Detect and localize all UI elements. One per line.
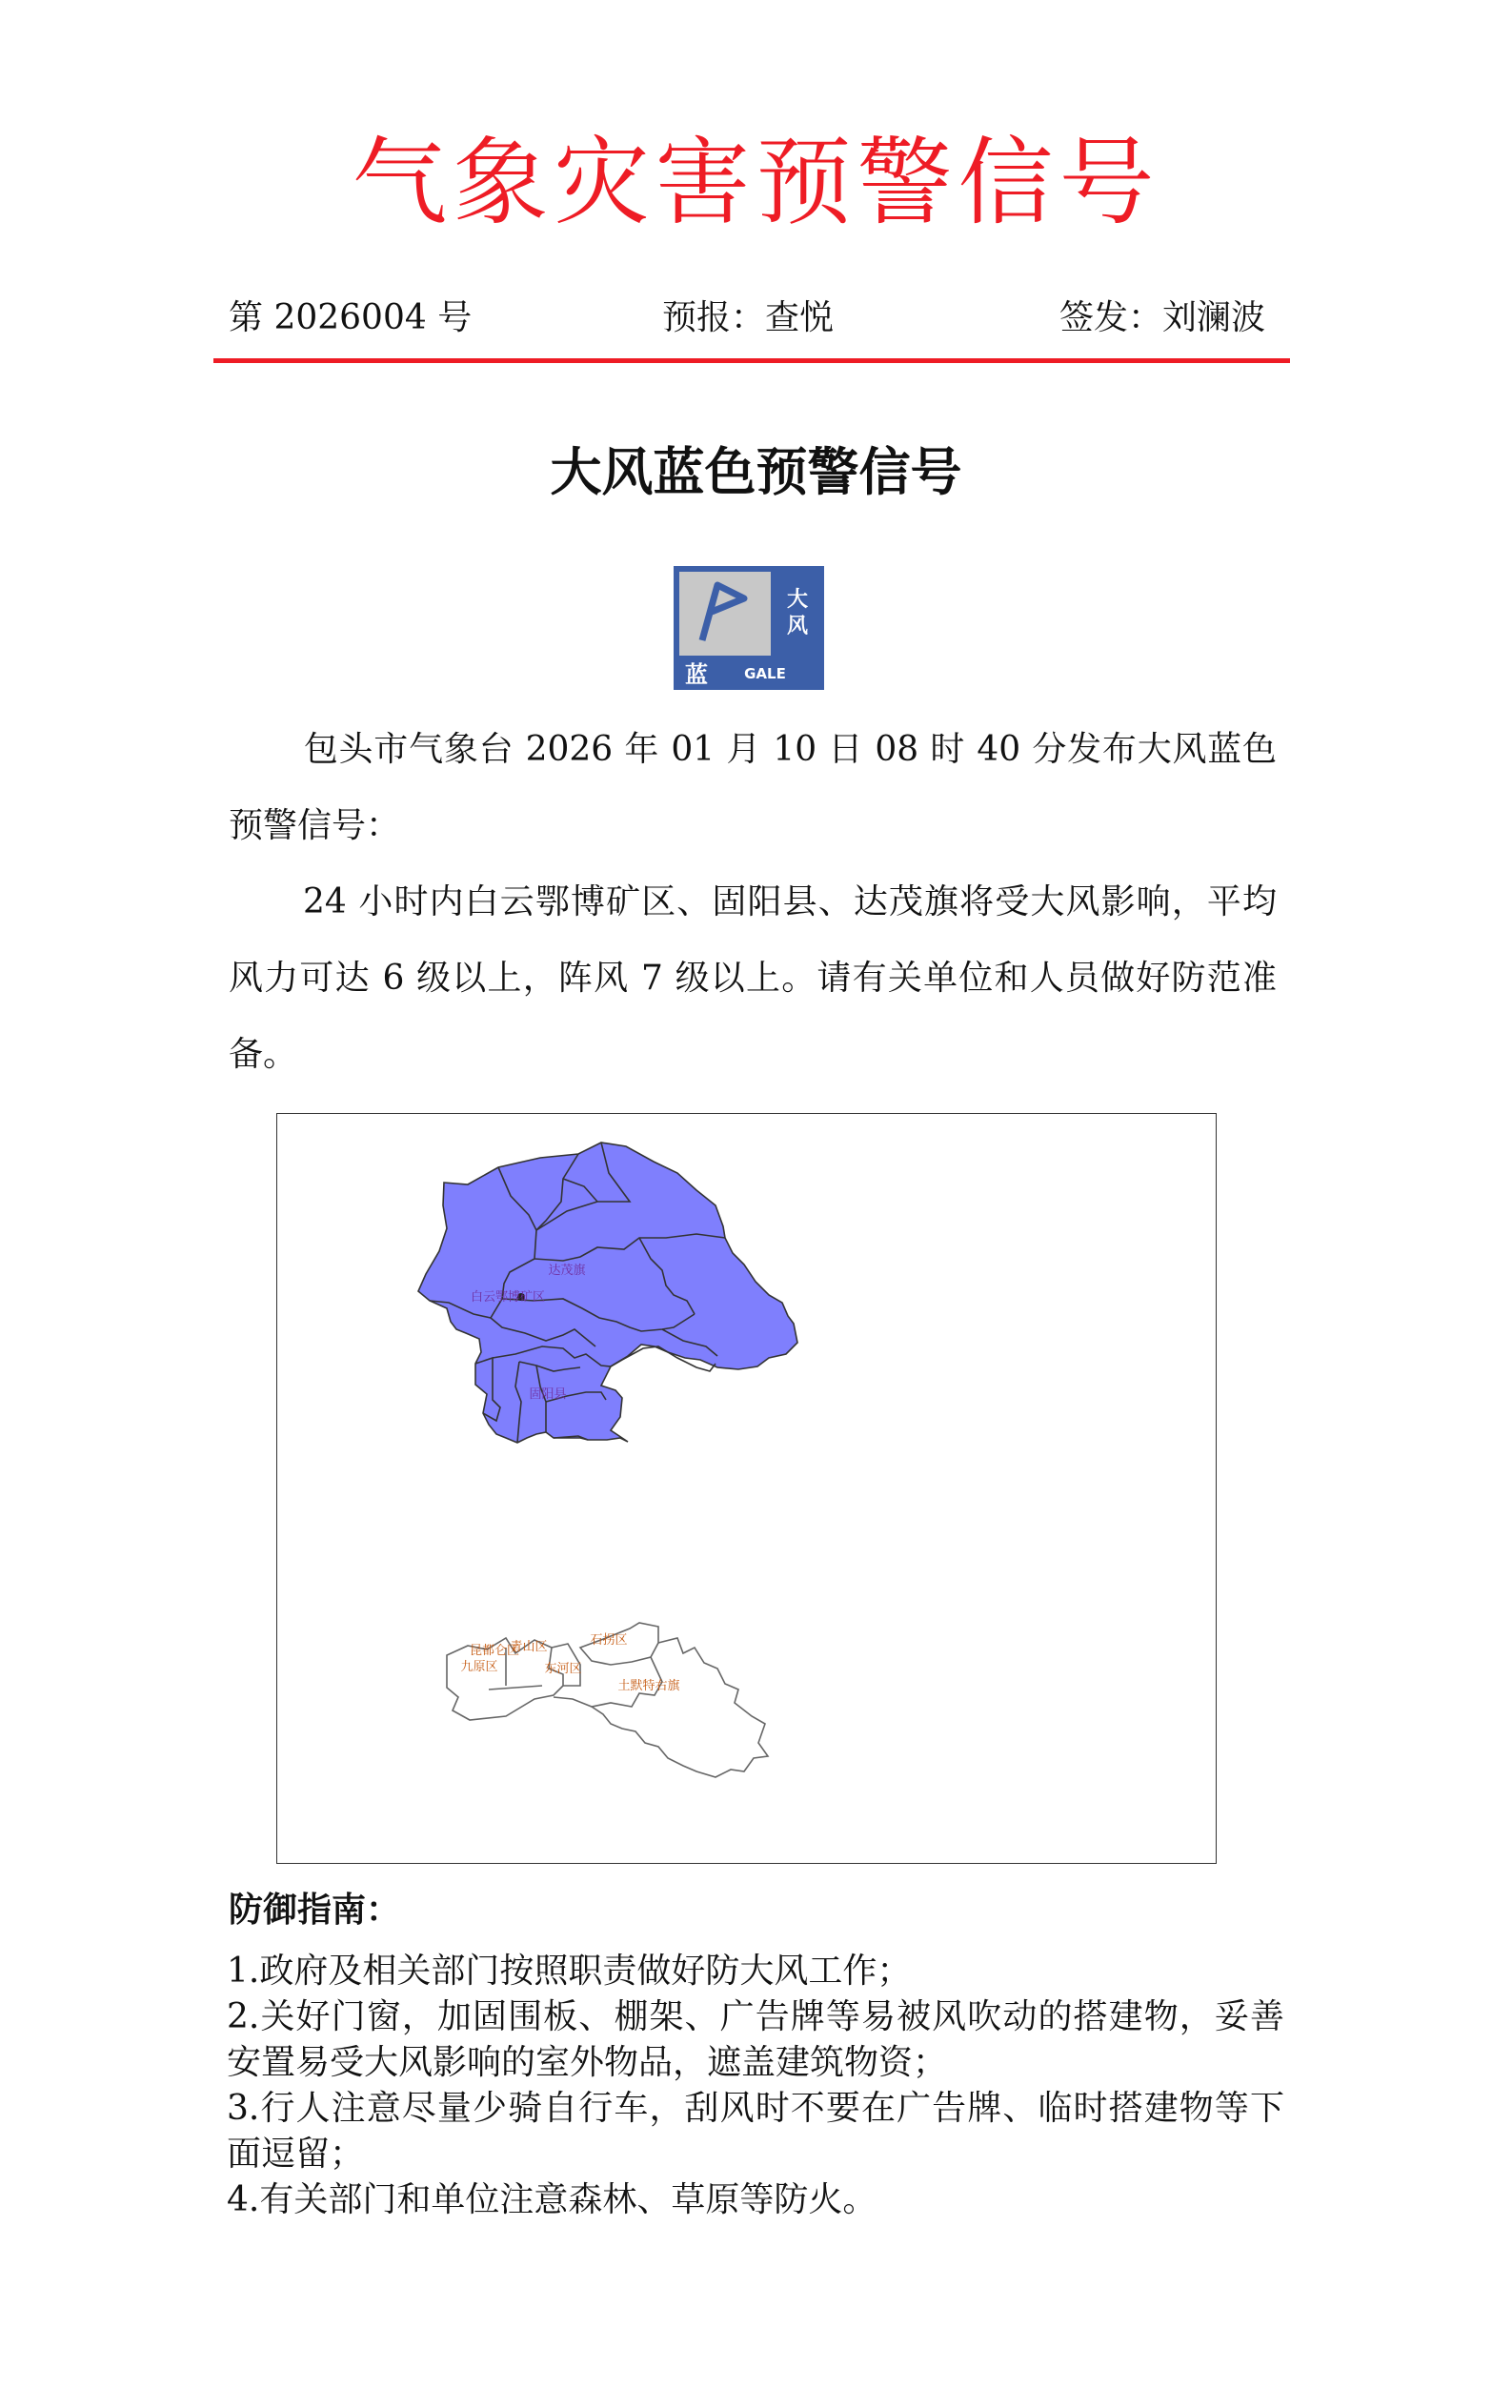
label-qingshan: 青山区: [510, 1640, 548, 1654]
signal-type-text-1: 大: [786, 588, 809, 612]
guide-heading: 防御指南：: [229, 1891, 401, 1930]
label-guyang: 固阳县: [529, 1387, 567, 1402]
label-shiguai: 石拐区: [590, 1633, 628, 1648]
header-divider: [213, 358, 1290, 363]
warning-area-map: [276, 1113, 1217, 1864]
document-title: 气象灾害预警信号: [352, 127, 1160, 238]
label-donghe: 东河区: [544, 1662, 582, 1676]
guide-item: 3.行人注意尽量少骑自行车，刮风时不要在广告牌、临时搭建物等下面逗留；: [227, 2089, 1284, 2174]
label-jiuyuan: 九原区: [460, 1660, 498, 1674]
label-baiyun: 白云鄂博矿区: [470, 1290, 546, 1305]
signal-english-text: GALE: [744, 665, 786, 682]
guide-item: 2.关好门窗，加固围板、棚架、广告牌等易被风吹动的搭建物，妥善安置易受大风影响的室外物品，遮盖建筑物资；: [227, 1997, 1284, 2082]
signal-icon-panel: [679, 572, 771, 656]
baotou-district-map: [277, 1114, 1215, 1862]
guide-item: 4.有关部门和单位注意森林、草原等防火。: [227, 2180, 877, 2219]
forecaster: 预报：查悦: [662, 298, 835, 337]
warning-title: 大风蓝色预警信号: [550, 442, 962, 502]
signer: 签发：刘澜波: [1059, 298, 1266, 337]
bulletin-paragraph-1-text: 包头市气象台 2026 年 01 月 10 日 08 时 40 分发布大风蓝色预警信号：: [229, 730, 1277, 845]
label-kundulun: 昆都仑区: [469, 1644, 520, 1658]
bulletin-paragraph-2-text: 24 小时内白云鄂博矿区、固阳县、达茂旗将受大风影响，平均风力可达 6 级以上，阵风 7 级以上。请有关单位和人员做好防范准备。: [229, 882, 1277, 1074]
gale-blue-signal-icon: [674, 566, 824, 690]
guide-list: [227, 1949, 1284, 2223]
label-tumote: 土默特右旗: [617, 1679, 680, 1693]
signal-level-text: 蓝: [685, 661, 708, 688]
bulletin-paragraph-1: [229, 712, 1277, 864]
issue-number: 第 2026004 号: [229, 298, 473, 337]
label-damao: 达茂旗: [548, 1264, 586, 1278]
signal-type-text-2: 风: [786, 615, 809, 638]
district-tumote: [592, 1638, 768, 1777]
guide-item: 1.政府及相关部门按照职责做好防大风工作；: [227, 1952, 912, 1991]
bulletin-paragraph-2: [229, 864, 1277, 1093]
